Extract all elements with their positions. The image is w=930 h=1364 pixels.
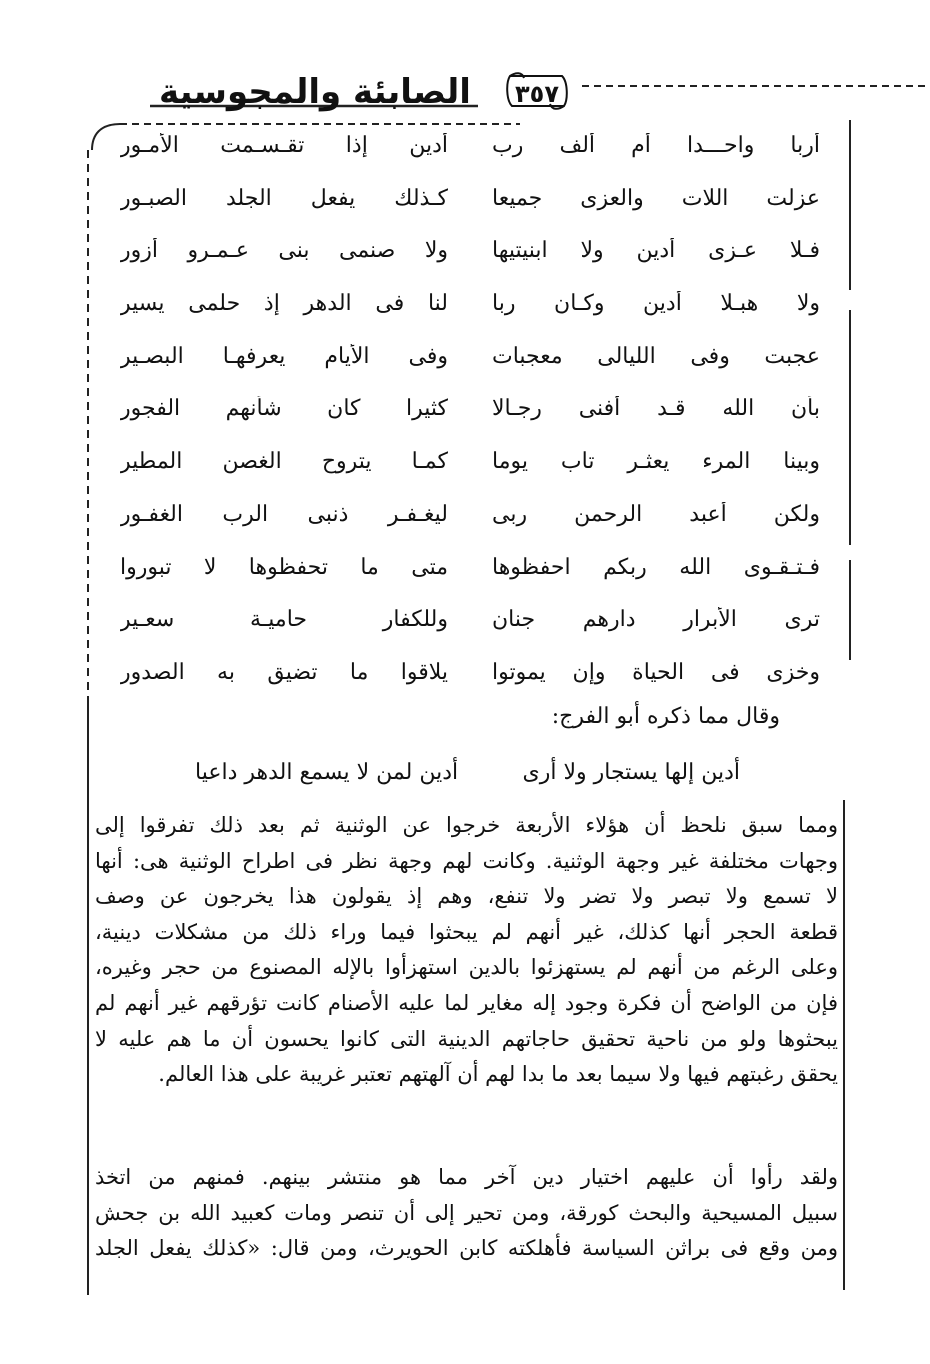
page-number: ٣٥٧ (515, 80, 559, 108)
verse-second-hemistich: وللكفار حاميـة سعـير (120, 607, 448, 633)
poem-verse (120, 607, 820, 660)
verse-second-hemistich: أدين إذا تقـسـمت الأمـور (120, 133, 448, 158)
verse-first-hemistich: ولكن أعبد الرحمن ربى (492, 501, 820, 527)
paragraph-line: يبحثوها ولو من ناحية تحقيق حاجاتهم الدينية التى كانوا يحسون أن ما هم عليه لا (95, 1026, 838, 1051)
verse-first-hemistich: فـتـقـوى الله ربكم احفظوها (492, 554, 820, 580)
verse-first-hemistich: ولا هبـلا أدين وكـان ربا (492, 291, 820, 317)
poem-verse (120, 502, 820, 555)
verse-second-hemistich: وفى الأيام يعرفهـا البصـير (120, 343, 448, 369)
quote-intro: وقال مما ذكره أبو الفرج: (551, 704, 780, 729)
poem-verse (120, 344, 820, 397)
paragraph-line: ولقد رأوا أن عليهم اختيار دين آخر مما هو منتشر بينهم. فمنهم من اتخذ (95, 1165, 838, 1189)
poem-verse (120, 186, 820, 239)
poem-verse (120, 396, 820, 449)
verse-second-hemistich: لنا فى الدهر إذ حلمى يسير (120, 291, 448, 317)
paragraph-line: قطعة الحجر أنها كذلك، غير أنهم لم يبحثوا فيما وراء ذلك من مشكلات دينية، (95, 919, 838, 944)
verse-second-hemistich: كمـا يتروح الغصن المطير (120, 449, 448, 475)
poem (120, 133, 820, 713)
poem-verse (120, 449, 820, 502)
quoted-verse-second: أدين لمن لا يسمع الدهر داعيا (195, 760, 459, 785)
verse-second-hemistich: كثيرا كان شأنهم الفجور (120, 396, 448, 422)
verse-second-hemistich: ليغـفـر ذنبى الرب الغفـور (120, 501, 448, 527)
paragraph-2 (95, 1160, 838, 1267)
verse-first-hemistich: بأن الله قـد أفنى رجـالا (492, 396, 820, 422)
verse-first-hemistich: وبينا المرء يعثـر تاب يوما (492, 449, 820, 475)
paragraph-line: فإن من الواضح أن فكرة وجود إله مغاير لما عليه الأصنام كانت تؤرقهم غير أنهم لم (95, 990, 838, 1015)
paragraph-line: يحقق رغبتهم فيها ولا سيما بعد ما بدا لهم أن آلهتهم تعتبر غريبة على هذا العالم. (158, 1062, 838, 1087)
verse-first-hemistich: عجبت وفى الليالى معجبات (492, 343, 820, 369)
verse-first-hemistich: ترى الأبرار دارهم جنان (492, 607, 820, 633)
paragraph-1 (95, 808, 838, 1093)
quoted-verse-first: أدين إلها يستجار ولا أرى (522, 760, 740, 785)
verse-second-hemistich: ولا صنمى بنى عـمـرو أزور (120, 238, 448, 264)
verse-second-hemistich: يلاقوا ما تضيق به الصدور (120, 659, 448, 685)
paragraph-line: ومما سبق نلحظ أن هؤلاء الأربعة خرجوا عن الوثنية ثم بعد ذلك تفرقوا إلى (95, 813, 838, 837)
paragraph-line: وجهات مختلفة غير وجهة الوثنية. وكانت لهم وجهة نظر فى اطراح الوثنية هى: أنها (95, 848, 838, 873)
verse-first-hemistich: عزلت اللات والعزى جميعا (492, 185, 820, 211)
verse-first-hemistich: أربا واحـــدا أم ألف رب (492, 133, 820, 158)
verse-first-hemistich: وخزى فى الحياة وإن يموتوا (492, 659, 820, 685)
paragraph-line: لا تسمع ولا تبصر ولا تضر ولا تنفع، وهم إذ يقولون هذا يخرجون عن وصف (95, 884, 838, 909)
poem-verse (120, 555, 820, 608)
poem-verse (120, 238, 820, 291)
paragraph-line: سبيل المسيحية والبحث كورقة، ومن تحير إلى أن تنصر ومات كعبيد الله بن جحش (95, 1200, 838, 1225)
poem-verse (120, 291, 820, 344)
poem-verse (120, 133, 820, 186)
verse-second-hemistich: كـذلك يفعل الجلد الصبـور (120, 185, 448, 211)
paragraph-line: وعلى الرغم من أنهم لم يستهزئوا بالدين استهزأوا بالإله المصنوع من حجر وغيره، (95, 955, 838, 980)
quoted-verse (195, 760, 740, 785)
verse-second-hemistich: متى ما تحفظوها لا تبوروا (120, 554, 448, 580)
paragraph-line: ومن وقع فى براثن السياسة فأهلكته كابن الحويرث، ومن قال: «كذلك يفعل الجلد (95, 1236, 838, 1261)
verse-first-hemistich: فـلا عـزى أدين ولا ابنيتيها (492, 238, 820, 264)
running-header-title: الصابئة والمجوسية (159, 72, 471, 112)
